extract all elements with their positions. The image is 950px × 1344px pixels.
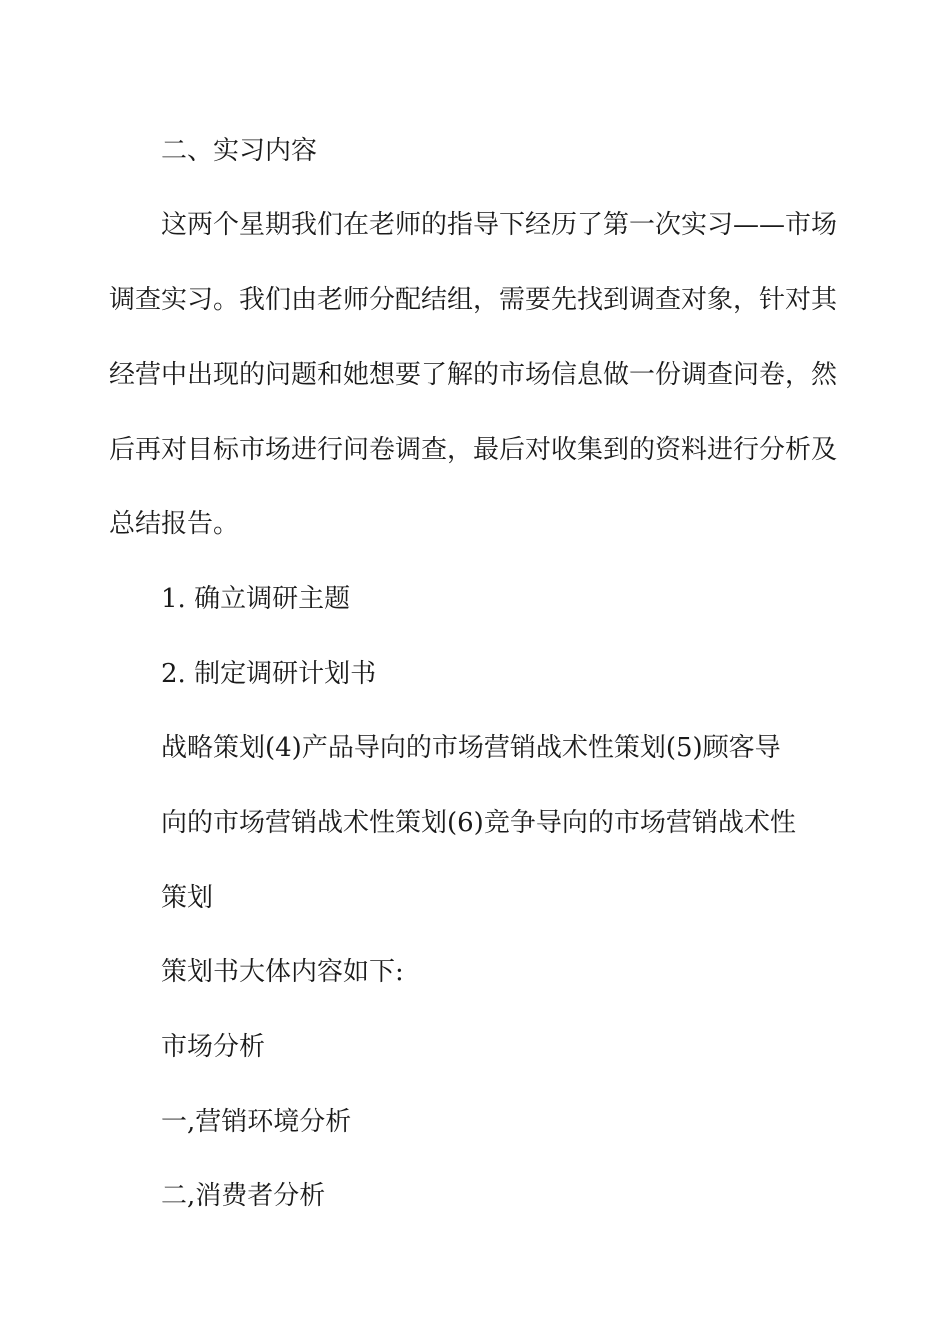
- intro-paragraph-line-3: 经营中出现的问题和她想要了解的市场信息做一份调查问卷，然: [109, 360, 838, 390]
- strategy-line-1: 战略策划(4)产品导向的市场营销战术性策划(5)顾客导: [161, 733, 781, 763]
- intro-paragraph-line-4: 后再对目标市场进行问卷调查，最后对收集到的资料进行分析及: [109, 435, 838, 465]
- marketing-environment-item: 一,营销环境分析: [161, 1107, 352, 1137]
- intro-paragraph-line-1: 这两个星期我们在老师的指导下经历了第一次实习——市场: [161, 210, 838, 240]
- section-heading: 二、实习内容: [161, 136, 318, 166]
- plan-content-intro: 策划书大体内容如下:: [161, 957, 404, 987]
- intro-paragraph-line-2: 调查实习。我们由老师分配结组，需要先找到调查对象，针对其: [109, 285, 838, 315]
- step-2-heading: 2. 制定调研计划书: [161, 659, 377, 689]
- intro-paragraph-line-5: 总结报告。: [109, 509, 240, 539]
- consumer-analysis-item: 二,消费者分析: [161, 1181, 326, 1211]
- strategy-line-2: 向的市场营销战术性策划(6)竞争导向的市场营销战术性: [161, 808, 796, 838]
- market-analysis-heading: 市场分析: [161, 1032, 266, 1062]
- strategy-line-3: 策划: [161, 883, 214, 913]
- step-1-heading: 1. 确立调研主题: [161, 584, 351, 614]
